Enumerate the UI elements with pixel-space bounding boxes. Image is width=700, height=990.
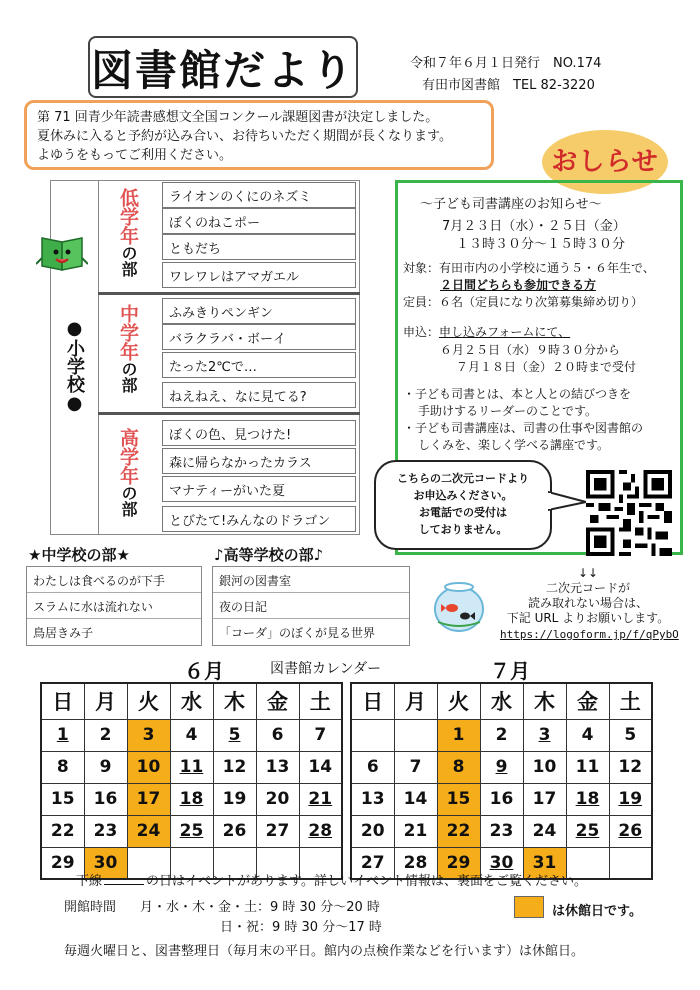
day-number: 10 bbox=[532, 757, 557, 777]
event-day-cell bbox=[480, 751, 523, 783]
day-number: 2 bbox=[99, 725, 112, 745]
day-number: 14 bbox=[403, 789, 428, 809]
qr-note-line: 下記 URL よりお願いします。 bbox=[506, 611, 670, 625]
day-number: 18 bbox=[575, 789, 600, 809]
day-number: 2 bbox=[495, 725, 508, 745]
day-cell bbox=[84, 719, 127, 751]
list-item: スラムに水は流れない bbox=[27, 593, 201, 619]
day-number: 25 bbox=[179, 821, 204, 841]
day-cell bbox=[394, 719, 437, 751]
list-item: ねえねえ、なに見てる? bbox=[162, 382, 356, 408]
divider bbox=[98, 180, 99, 535]
day-cell bbox=[41, 783, 84, 815]
day-cell bbox=[523, 751, 566, 783]
list-item: 鳥居きみ子 bbox=[33, 626, 94, 640]
day-cell bbox=[351, 751, 394, 783]
day-number: 24 bbox=[532, 821, 557, 841]
weekday-cell: 火 bbox=[127, 683, 170, 719]
day-number: 4 bbox=[581, 725, 594, 745]
day-number: 26 bbox=[618, 821, 643, 841]
day-cell bbox=[480, 815, 523, 847]
day-number: 30 bbox=[93, 852, 118, 873]
day-number: 15 bbox=[446, 789, 471, 809]
grade-mid bbox=[100, 304, 156, 393]
bubble-tail-icon bbox=[548, 488, 588, 514]
day-number: 25 bbox=[575, 821, 600, 841]
calendar-week bbox=[41, 783, 342, 815]
event-day-cell bbox=[213, 719, 256, 751]
day-number: 12 bbox=[618, 757, 643, 777]
june-calendar bbox=[40, 682, 343, 880]
high-school-list bbox=[212, 566, 410, 646]
day-cell bbox=[41, 751, 84, 783]
list-item: ぼくのねこポー bbox=[162, 208, 356, 234]
day-number: 23 bbox=[489, 821, 514, 841]
closed-legend-text: は休館日です。 bbox=[552, 904, 642, 919]
event-day-cell bbox=[170, 815, 213, 847]
june-label: ６月 bbox=[184, 659, 224, 683]
list-item: 夜の日記 bbox=[213, 593, 409, 619]
closed-day-cell bbox=[127, 783, 170, 815]
list-item: わたしは食べるのが下手 bbox=[27, 567, 201, 593]
day-cell bbox=[566, 751, 609, 783]
day-number: 7 bbox=[314, 725, 327, 745]
day-cell bbox=[394, 751, 437, 783]
desc-line: しくみを、楽しく学べる講座です。 bbox=[418, 438, 610, 452]
hours-label: 開館時間 bbox=[64, 900, 117, 915]
list-item: とびたて!みんなのドラゴン bbox=[162, 506, 356, 532]
goldfish-bowl-icon bbox=[430, 576, 488, 634]
day-number: 3 bbox=[538, 725, 551, 745]
desc-line: ・子ども司書講座は、司書の仕事や図書館の bbox=[403, 421, 644, 435]
qr-note bbox=[500, 566, 676, 626]
list-item: 「コーダ」のぼくが見る世界 bbox=[219, 626, 376, 640]
calendar-week bbox=[41, 815, 342, 847]
closed-day-cell bbox=[127, 751, 170, 783]
weekday-cell: 水 bbox=[170, 683, 213, 719]
junior-high-list bbox=[26, 566, 202, 646]
list-item: ふみきりペンギン bbox=[162, 298, 356, 324]
day-cell bbox=[299, 719, 342, 751]
library-contact: 有田市図書館 TEL 82-3220 bbox=[422, 78, 595, 93]
bubble-line: こちらの二次元コードより bbox=[397, 472, 529, 485]
day-number: 8 bbox=[452, 757, 465, 777]
intro-banner bbox=[24, 100, 494, 170]
day-number: 21 bbox=[403, 821, 428, 841]
day-number: 1 bbox=[452, 725, 465, 745]
weekday-cell: 土 bbox=[609, 683, 652, 719]
day-number: 17 bbox=[136, 789, 161, 809]
event-day-cell bbox=[299, 815, 342, 847]
list-item: ワレワレはアマガエル bbox=[162, 262, 356, 288]
calendar-week bbox=[351, 751, 652, 783]
event-day-cell bbox=[41, 719, 84, 751]
notice-date: 7月２３日（水）・２５日（金） bbox=[442, 219, 626, 234]
apply-label: 申込： bbox=[403, 325, 440, 339]
list-item: ぼくの色、見つけた! bbox=[162, 420, 356, 446]
day-cell bbox=[84, 815, 127, 847]
intro-line: 夏休みに入ると予約が込み合い、お待ちいただく期間が長くなります。 bbox=[37, 129, 452, 144]
calendar-week bbox=[351, 719, 652, 751]
list-item: 銀河の図書室 bbox=[213, 567, 409, 593]
underline-sample bbox=[104, 884, 144, 885]
day-number: 26 bbox=[222, 821, 247, 841]
day-number: 5 bbox=[228, 725, 241, 745]
day-cell bbox=[609, 847, 652, 879]
notice-time: １３時３０分～１５時３０分 bbox=[456, 237, 626, 252]
day-number: 21 bbox=[308, 789, 333, 809]
closed-day-cell bbox=[437, 815, 480, 847]
event-day-cell bbox=[299, 783, 342, 815]
day-number: 7 bbox=[409, 757, 422, 777]
grade-mid-suffix: の部 bbox=[119, 361, 138, 393]
weekday-cell: 木 bbox=[523, 683, 566, 719]
closed-day-cell bbox=[127, 815, 170, 847]
closed-day-cell bbox=[437, 751, 480, 783]
day-number: 20 bbox=[265, 789, 290, 809]
intro-line: 第 71 回青少年読書感想文全国コンクール課題図書が決定しました。 bbox=[37, 110, 439, 125]
day-cell bbox=[84, 783, 127, 815]
issue-info: 令和７年６月１日発行 NO.174 bbox=[410, 56, 602, 71]
weekday-cell: 水 bbox=[480, 683, 523, 719]
day-number: 30 bbox=[489, 852, 514, 873]
july-label: ７月 bbox=[490, 659, 530, 683]
july-calendar bbox=[350, 682, 653, 880]
day-number: 13 bbox=[265, 757, 290, 777]
notice-apply bbox=[403, 324, 570, 341]
day-cell bbox=[256, 783, 299, 815]
day-number: 16 bbox=[489, 789, 514, 809]
arrow-icon: ↓↓ bbox=[577, 566, 599, 580]
day-number: 19 bbox=[618, 789, 643, 809]
day-number: 29 bbox=[50, 852, 75, 873]
list-item: バラクラバ・ボーイ bbox=[162, 324, 356, 350]
event-day-cell bbox=[523, 719, 566, 751]
day-cell bbox=[256, 719, 299, 751]
calendar-week bbox=[351, 783, 652, 815]
section-divider bbox=[98, 412, 360, 415]
day-cell bbox=[566, 719, 609, 751]
apply-to: ７月１８日（金）２０時まで受付 bbox=[456, 360, 637, 374]
day-number: 22 bbox=[446, 821, 471, 841]
notice-capacity: 定員：６名（定員になり次第募集締め切り） bbox=[403, 295, 644, 309]
book-mascot-icon bbox=[36, 228, 88, 276]
speech-bubble bbox=[374, 460, 552, 550]
weekday-cell: 月 bbox=[84, 683, 127, 719]
day-cell bbox=[84, 751, 127, 783]
day-number: 9 bbox=[99, 757, 112, 777]
qr-code-icon[interactable] bbox=[586, 470, 672, 556]
day-number: 14 bbox=[308, 757, 333, 777]
day-cell bbox=[213, 751, 256, 783]
calendar-title: 図書館カレンダー bbox=[270, 661, 382, 677]
weekday-header bbox=[351, 683, 652, 719]
weekday-cell: 金 bbox=[256, 683, 299, 719]
weekday-cell: 木 bbox=[213, 683, 256, 719]
day-number: 6 bbox=[271, 725, 284, 745]
day-cell bbox=[394, 815, 437, 847]
junior-high-heading: ★中学校の部★ bbox=[28, 546, 130, 564]
weekday-cell: 日 bbox=[351, 683, 394, 719]
day-number: 24 bbox=[136, 821, 161, 841]
section-divider bbox=[98, 292, 360, 295]
day-cell bbox=[299, 751, 342, 783]
day-number: 11 bbox=[575, 757, 600, 777]
desc-line: ・子ども司書とは、本と人との結びつきを bbox=[403, 387, 632, 401]
list-item: ともだち bbox=[162, 234, 356, 260]
day-cell bbox=[256, 815, 299, 847]
day-number: 22 bbox=[50, 821, 75, 841]
weekday-cell: 火 bbox=[437, 683, 480, 719]
event-day-cell bbox=[566, 783, 609, 815]
event-day-cell bbox=[170, 783, 213, 815]
grade-low-label: 低学年 bbox=[117, 188, 139, 245]
day-number: 12 bbox=[222, 757, 247, 777]
event-day-cell bbox=[170, 751, 213, 783]
day-number: 10 bbox=[136, 757, 161, 777]
closed-day-cell bbox=[127, 719, 170, 751]
day-number: 18 bbox=[179, 789, 204, 809]
grade-high bbox=[100, 428, 156, 517]
hours-weekday: 月・水・木・金・土：9 時 30 分～20 時 bbox=[140, 900, 380, 915]
qr-note-line: 二次元コードが bbox=[545, 581, 630, 595]
calendar-week bbox=[41, 751, 342, 783]
application-url-link[interactable]: https://logoform.jp/f/qPybO bbox=[500, 628, 679, 641]
weekday-header bbox=[41, 683, 342, 719]
day-cell bbox=[523, 783, 566, 815]
elementary-label-text: ●小学校● bbox=[64, 318, 85, 414]
closed-legend-swatch bbox=[514, 896, 544, 918]
bubble-line: しておりません。 bbox=[418, 523, 508, 536]
day-number: 15 bbox=[50, 789, 75, 809]
underline-note-b: の日はイベントがあります。詳しいイベント情報は、裏面をご覧ください。 bbox=[146, 874, 587, 889]
grade-low-suffix: の部 bbox=[119, 245, 138, 277]
day-cell bbox=[41, 815, 84, 847]
day-cell bbox=[213, 783, 256, 815]
closed-day-cell bbox=[437, 783, 480, 815]
day-number: 27 bbox=[360, 852, 385, 873]
weekday-cell: 金 bbox=[566, 683, 609, 719]
day-number: 29 bbox=[446, 852, 471, 873]
day-cell bbox=[351, 719, 394, 751]
day-number: 28 bbox=[308, 821, 333, 841]
day-number: 3 bbox=[142, 725, 155, 745]
underline-note-a: 下線 bbox=[76, 874, 103, 889]
day-number: 11 bbox=[179, 757, 204, 777]
event-day-cell bbox=[609, 815, 652, 847]
day-number: 28 bbox=[403, 852, 428, 873]
list-item: マナティーがいた夏 bbox=[162, 476, 356, 502]
day-number: 27 bbox=[265, 821, 290, 841]
day-cell bbox=[213, 815, 256, 847]
day-cell bbox=[256, 751, 299, 783]
bubble-line: お電話での受付は bbox=[419, 506, 507, 519]
desc-line: 手助けするリーダーのことです。 bbox=[418, 404, 598, 418]
day-number: 16 bbox=[93, 789, 118, 809]
event-day-cell bbox=[609, 783, 652, 815]
grade-mid-label: 中学年 bbox=[117, 304, 139, 361]
day-cell bbox=[609, 751, 652, 783]
day-number: 23 bbox=[93, 821, 118, 841]
hours-holiday: 日・祝：9 時 30 分～17 時 bbox=[220, 920, 382, 935]
event-day-cell bbox=[566, 815, 609, 847]
day-cell bbox=[351, 783, 394, 815]
day-cell bbox=[351, 815, 394, 847]
day-number: 4 bbox=[185, 725, 198, 745]
closed-day-cell bbox=[437, 719, 480, 751]
day-cell bbox=[170, 719, 213, 751]
list-item: たった2℃で… bbox=[162, 352, 356, 378]
calendar-week bbox=[351, 815, 652, 847]
grade-high-suffix: の部 bbox=[119, 485, 138, 517]
day-number: 6 bbox=[366, 757, 379, 777]
elementary-label bbox=[54, 318, 94, 414]
intro-line: よゆうをもってご利用ください。 bbox=[37, 148, 233, 163]
day-number: 1 bbox=[56, 725, 69, 745]
list-item: ライオンのくにのネズミ bbox=[162, 182, 356, 208]
day-number: 5 bbox=[624, 725, 637, 745]
weekday-cell: 土 bbox=[299, 683, 342, 719]
day-number: 31 bbox=[532, 852, 557, 873]
apply-method: 申し込みフォームにて、 bbox=[439, 325, 571, 339]
grade-high-label: 高学年 bbox=[117, 428, 139, 485]
day-cell bbox=[523, 815, 566, 847]
day-cell bbox=[394, 783, 437, 815]
weekday-cell: 月 bbox=[394, 683, 437, 719]
high-school-heading: ♪高等学校の部♪ bbox=[214, 546, 324, 564]
day-number: 19 bbox=[222, 789, 247, 809]
weekday-cell: 日 bbox=[41, 683, 84, 719]
oshirase-badge: おしらせ bbox=[542, 130, 668, 194]
day-number: 17 bbox=[532, 789, 557, 809]
bubble-line: お申込みください。 bbox=[413, 489, 513, 502]
day-number: 8 bbox=[56, 757, 69, 777]
day-cell bbox=[609, 719, 652, 751]
day-number: 13 bbox=[360, 789, 385, 809]
notice-target-condition: ２日間どちらも参加できる方 bbox=[440, 278, 597, 292]
day-number: 9 bbox=[495, 757, 508, 777]
grade-low bbox=[100, 188, 156, 277]
calendar-week bbox=[41, 719, 342, 751]
closed-days-note: 毎週火曜日と、図書整理日（毎月末の平日。館内の点検作業などを行います）は休館日。 bbox=[64, 944, 585, 959]
day-cell bbox=[480, 719, 523, 751]
notice-title: ～子ども司書講座のお知らせ～ bbox=[420, 197, 602, 212]
page-title: 図書館だより bbox=[90, 46, 355, 95]
list-item: 森に帰らなかったカラス bbox=[162, 448, 356, 474]
apply-from: ６月２５日（水）９時３０分から bbox=[440, 343, 621, 357]
qr-note-line: 読み取れない場合は、 bbox=[527, 596, 648, 610]
day-number: 20 bbox=[360, 821, 385, 841]
notice-target: 対象：有田市内の小学校に通う５・６年生で、 bbox=[403, 261, 655, 275]
underline-note bbox=[76, 870, 587, 889]
day-cell bbox=[480, 783, 523, 815]
